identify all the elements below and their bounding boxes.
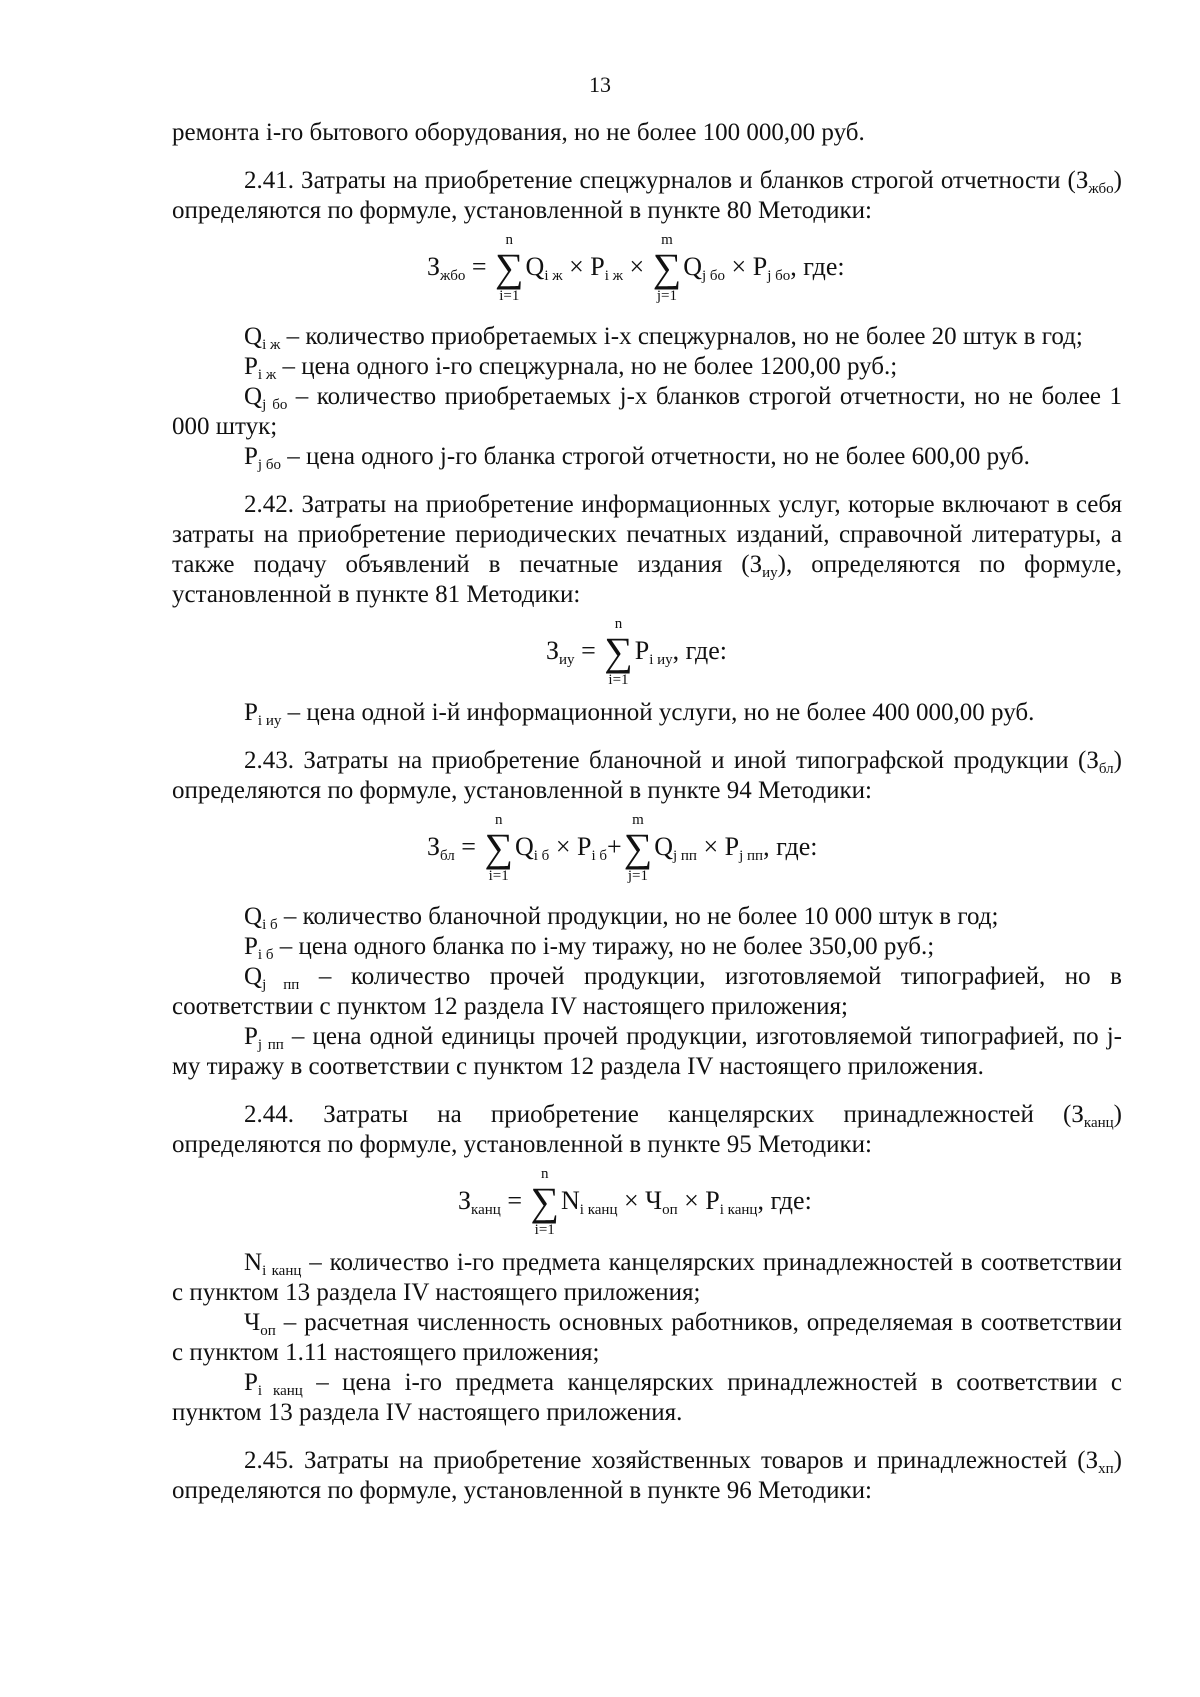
page-number: 13 — [589, 72, 611, 97]
definition-ch-op: $Ч_{оп}$ – расчетная численность основных работников, определяемая в соответствии с пунктом 1.11 настоящего приложения; — [172, 1309, 1122, 1366]
definition-q-j-bo: $Q_{j бо}$ – количество приобретаемых j-х бланков строгой отчетности, но не более 1 000 штук; — [172, 383, 1122, 440]
sum-icon: ∑ n i=1 — [495, 232, 524, 304]
sum-icon: ∑ m j=1 — [652, 232, 682, 304]
sum-icon: ∑ n i=1 — [530, 1166, 559, 1238]
formula-2-42: $З_{иу}$ = ∑ n i=1 $P_{i иу}$, где: — [546, 616, 728, 688]
paragraph-continuation: ремонта i-го бытового оборудования, но не более 100 000,00 руб. — [172, 119, 865, 146]
sum-icon: ∑ n i=1 — [484, 812, 513, 884]
document-body — [172, 118, 1122, 1506]
section-2-42-intro: 2.42. Затраты на приобретение информационных услуг, которые включают в себя затраты на приобретение периодических печатных изданий, справочной литературы, а также подачу объявлений в печатные издания $(З_{иу})$, определяются по формуле, установленной в пункте 81 Методики: — [172, 491, 1122, 608]
definition-n-i-kanc: $N_{i канц}$ – количество i-го предмета канцелярских принадлежностей в соответствии с пунктом 13 раздела IV настоящего приложения; — [172, 1249, 1122, 1306]
sum-icon: ∑ m j=1 — [623, 812, 653, 884]
definition-p-j-pp: $P_{j пп}$ – цена одной единицы прочей продукции, изготовляемой типографией, по j-му тиражу в соответствии с пунктом 12 раздела IV настоящего приложения. — [172, 1023, 1122, 1080]
formula-2-44: $З_{канц}$ = ∑ n i=1 $N_{i канц} \times Ч_{оп} \times P_{i канц}$, где: — [458, 1166, 812, 1238]
definition-q-i-b: $Q_{i б}$ – количество бланочной продукции, но не более 10 000 штук в год; — [244, 903, 999, 933]
formula-2-43: $З_{бл}$ = ∑ n i=1 $Q_{i б} \times P_{i б}+\sum$ m j=1 $Q_{j пп} \times P_{j пп}$, где: — [427, 812, 818, 884]
formula-2-41: $З_{жбо}$ = ∑ n i=1 $Q_{i ж} \times P_{i ж}$ × ∑ m j=1 $Q_{j бо} \times P_{j бо}$, где: — [427, 232, 845, 304]
definition-p-j-bo: $P_{j бо}$ – цена одного j-го бланка строгой отчетности, но не более 600,00 руб. — [244, 443, 1030, 473]
section-2-41-intro: 2.41. Затраты на приобретение спецжурналов и бланков строгой отчетности $(З_{жбо})$ определяются по формуле, установленной в пункте 80 Методики: — [172, 167, 1122, 224]
definition-p-i-b: $P_{i б}$ – цена одного бланка по i-му тиражу, но не более 350,00 руб.; — [244, 933, 935, 963]
definition-p-i-kanc: $P_{i канц}$ – цена i-го предмета канцелярских принадлежностей в соответствии с пунктом 13 раздела IV настоящего приложения. — [172, 1369, 1122, 1426]
sum-icon: ∑ n i=1 — [604, 616, 633, 688]
section-2-43-intro: 2.43. Затраты на приобретение бланочной и иной типографской продукции $(З_{бл})$ определяются по формуле, установленной в пункте 94 Методики: — [172, 747, 1122, 804]
definition-q-j-pp: $Q_{j пп}$ – количество прочей продукции, изготовляемой типографией, но в соответствии с пунктом 12 раздела IV настоящего приложения; — [172, 963, 1122, 1020]
section-2-45-intro: 2.45. Затраты на приобретение хозяйственных товаров и принадлежностей $(З_{хп})$ определяются по формуле, установленной в пункте 96 Методики: — [172, 1447, 1122, 1504]
section-2-44-intro: 2.44. Затраты на приобретение канцелярских принадлежностей $(З_{канц})$ определяются по формуле, установленной в пункте 95 Методики: — [172, 1101, 1122, 1158]
definition-p-i-zh: $P_{i ж}$ – цена одного i-го спецжурнала, но не более 1200,00 руб.; — [244, 353, 898, 383]
definition-p-i-iu: $P_{i иу}$ – цена одной i-й информационной услуги, но не более 400 000,00 руб. — [244, 699, 1035, 729]
definition-q-i-zh: $Q_{i ж}$ – количество приобретаемых i-х спецжурналов, но не более 20 штук в год; — [244, 323, 1083, 353]
